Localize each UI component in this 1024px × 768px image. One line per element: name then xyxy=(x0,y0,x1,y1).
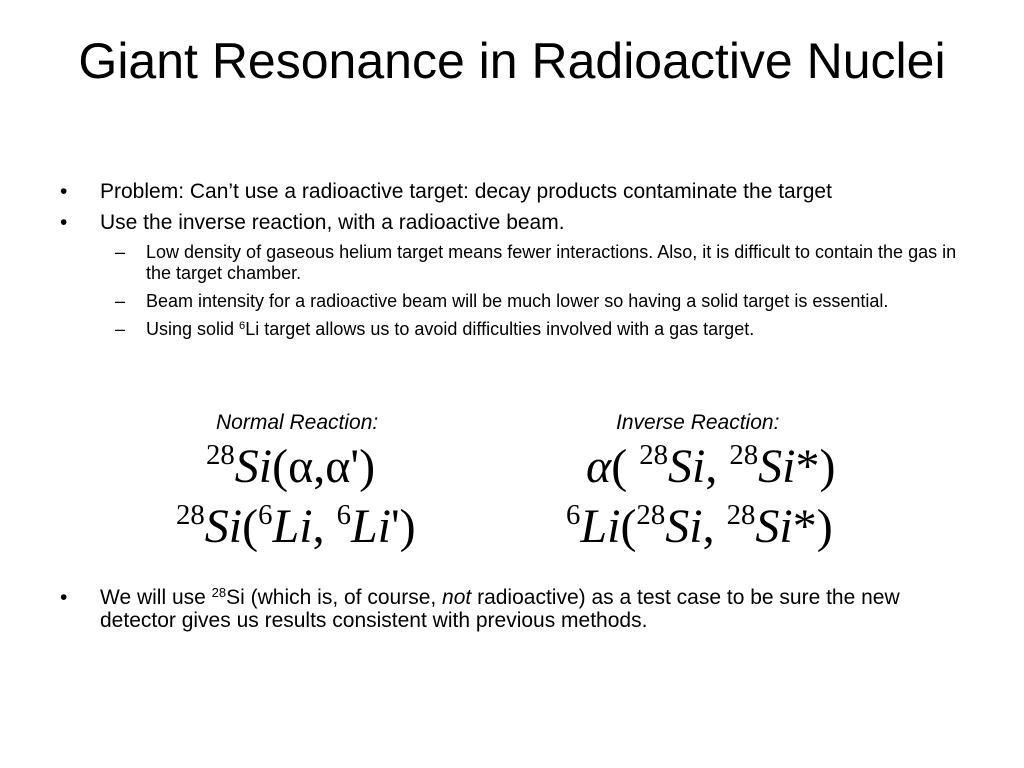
bullet-problem xyxy=(0,180,1024,203)
normal-reaction-label: Normal Reaction: xyxy=(216,411,379,434)
bullet-text: Problem: Can’t use a radioactive target: decay products contaminate the target xyxy=(100,180,832,203)
inverse-reaction-equation-1: α( $^{28}$Si, $^{28}$Si*) xyxy=(586,439,836,493)
bullet-inverse xyxy=(0,211,1024,234)
bullet-list xyxy=(0,180,1024,347)
dash-glyph: – xyxy=(115,319,126,339)
bullet-glyph: • xyxy=(60,586,68,609)
dash-glyph: – xyxy=(115,242,126,262)
bottom-bullet-list xyxy=(0,586,1024,640)
normal-reaction-equation-1: $^{28}$Si(α,α') xyxy=(206,439,376,493)
inverse-reaction-equation-2: $^6$Li($^{28}$Si, $^{28}$Si*) xyxy=(566,499,833,553)
inverse-reaction-label: Inverse Reaction: xyxy=(616,411,780,434)
slide-title: Giant Resonance in Radioactive Nuclei xyxy=(78,33,946,89)
subbullet-density xyxy=(0,242,1024,284)
bullet-glyph: • xyxy=(60,211,68,234)
subbullet-solid-target xyxy=(0,319,1024,340)
normal-reaction-equation-2: $^{28}$Si($^6$Li, $^6$Li') xyxy=(176,499,416,553)
bullet-text: We will use $^{28}$Si (which is, of course, not radioactive) as a test case to be sure the new detector gives us results consistent with previous methods. xyxy=(100,584,900,632)
subbullet-intensity xyxy=(0,291,1024,312)
subbullet-text: Using solid $^6$Li target allows us to avoid difficulties involved with a gas target. xyxy=(146,319,755,339)
bullet-glyph: • xyxy=(60,180,68,203)
subbullet-text: Low density of gaseous helium target means fewer interactions. Also, it is difficult to contain the gas in the target chamber. xyxy=(146,242,957,283)
bullet-text: Use the inverse reaction, with a radioactive beam. xyxy=(100,211,565,234)
dash-glyph: – xyxy=(115,291,126,311)
subbullet-text: Beam intensity for a radioactive beam will be much lower so having a solid target is essential. xyxy=(146,291,889,311)
bullet-test-case xyxy=(0,586,1024,632)
